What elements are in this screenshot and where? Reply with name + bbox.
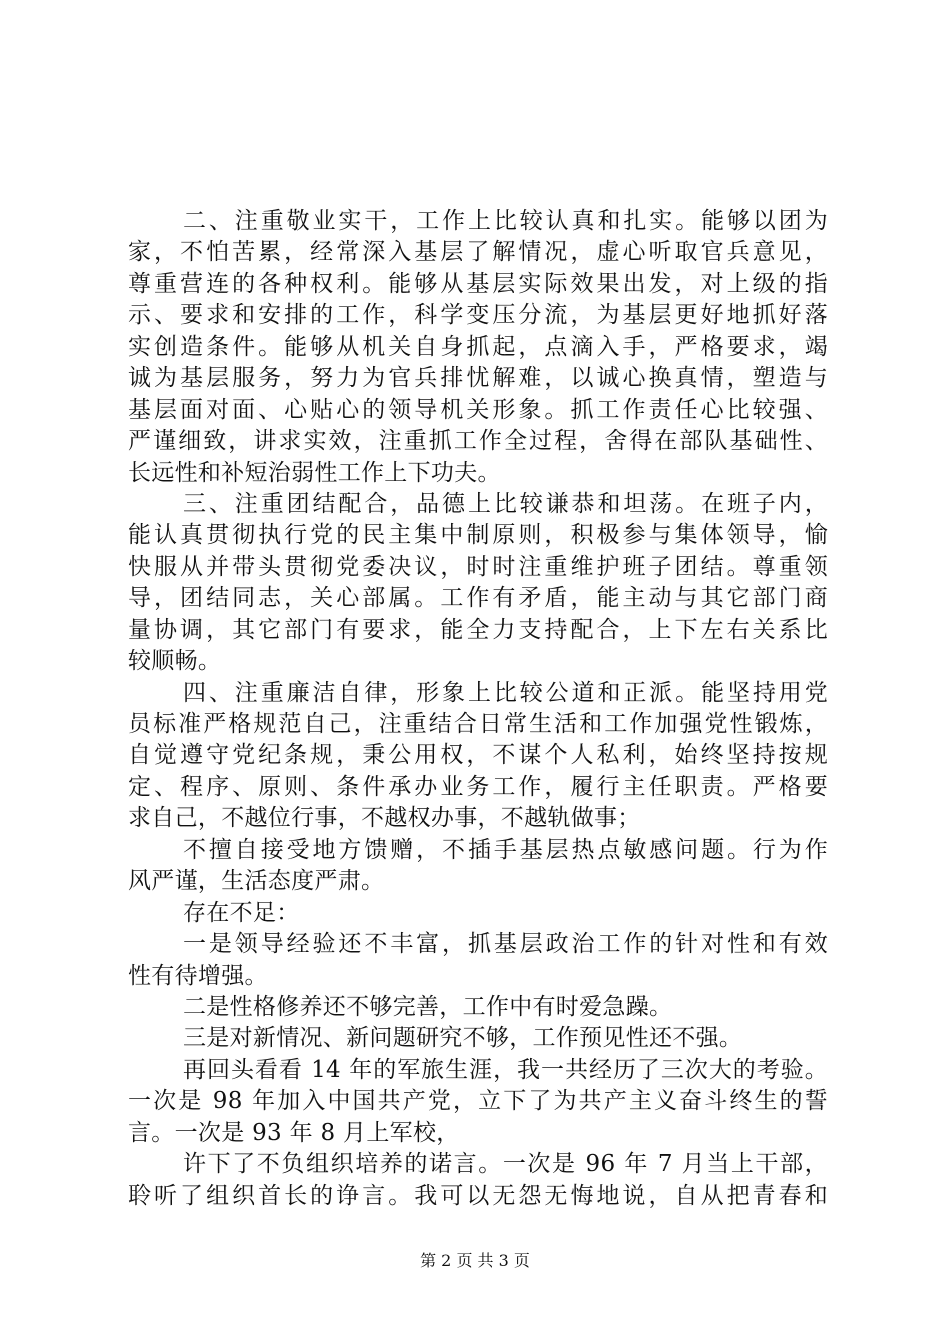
text-line: 四、注重廉洁自律，形象上比较公道和正派。能坚持用党 <box>183 679 828 706</box>
text-line: 求自己，不越位行事，不越权办事，不越轨做事； <box>128 805 641 832</box>
text-line: 基层面对面、心贴心的领导机关形象。抓工作责任心比较强、 <box>128 396 828 423</box>
text-line: 三是对新情况、新问题研究不够，工作预见性还不强。 <box>183 1025 743 1052</box>
text-line: 自觉遵守党纪条规，秉公用权，不谋个人私利，始终坚持按规 <box>128 742 828 769</box>
document-body <box>128 206 828 1212</box>
page-footer: 第 2 页 共 3 页 <box>420 1251 530 1270</box>
text-line: 严谨细致，讲求实效，注重抓工作全过程，舍得在部队基础性、 <box>128 428 828 455</box>
text-line: 家，不怕苦累，经常深入基层了解情况，虚心听取官兵意见， <box>128 239 828 266</box>
text-line: 言。一次是 93 年 8 月上军校， <box>128 1119 460 1146</box>
text-line: 尊重营连的各种权利。能够从基层实际效果出发，对上级的指 <box>128 270 828 297</box>
text-line: 长远性和补短治弱性工作上下功夫。 <box>128 459 501 486</box>
text-line: 一次是 98 年加入中国共产党，立下了为共产主义奋斗终生的誓 <box>128 1088 828 1115</box>
text-line: 快服从并带头贯彻党委决议，时时注重维护班子团结。尊重领 <box>128 553 828 580</box>
text-line: 员标准严格规范自己，注重结合日常生活和工作加强党性锻炼， <box>128 711 828 737</box>
text-line: 存在不足： <box>183 899 300 926</box>
text-line: 性有待增强。 <box>128 962 268 989</box>
text-line: 一是领导经验还不丰富，抓基层政治工作的针对性和有效 <box>183 931 828 958</box>
text-line: 能认真贯彻执行党的民主集中制原则，积极参与集体领导，愉 <box>128 522 828 549</box>
text-line: 二是性格修养还不够完善，工作中有时爱急躁。 <box>183 993 673 1020</box>
text-line: 导，团结同志，关心部属。工作有矛盾，能主动与其它部门商 <box>128 585 828 612</box>
text-line: 风严谨，生活态度严肃。 <box>128 868 385 895</box>
text-line: 诚为基层服务，努力为官兵排忧解难，以诚心换真情，塑造与 <box>128 365 828 392</box>
text-line: 不擅自接受地方馈赠，不插手基层热点敏感问题。行为作 <box>183 836 828 863</box>
text-line: 二、注重敬业实干，工作上比较认真和扎实。能够以团为 <box>183 208 828 234</box>
text-line: 示、要求和安排的工作，科学变压分流，为基层更好地抓好落 <box>128 302 828 329</box>
text-line: 定、程序、原则、条件承办业务工作，履行主任职责。严格要 <box>128 773 828 800</box>
text-line: 较顺畅。 <box>128 648 222 675</box>
text-line: 实创造条件。能够从机关自身抓起，点滴入手，严格要求，竭 <box>128 333 828 360</box>
text-line: 聆听了组织首长的诤言。我可以无怨无悔地说，自从把青春和 <box>128 1182 828 1209</box>
text-line: 许下了不负组织培养的诺言。一次是 96 年 7 月当上干部， <box>183 1151 828 1178</box>
text-line: 三、注重团结配合，品德上比较谦恭和坦荡。在班子内， <box>183 490 828 517</box>
text-line: 量协调，其它部门有要求，能全力支持配合，上下左右关系比 <box>128 616 828 643</box>
text-line: 再回头看看 14 年的军旅生涯，我一共经历了三次大的考验。 <box>183 1056 828 1083</box>
